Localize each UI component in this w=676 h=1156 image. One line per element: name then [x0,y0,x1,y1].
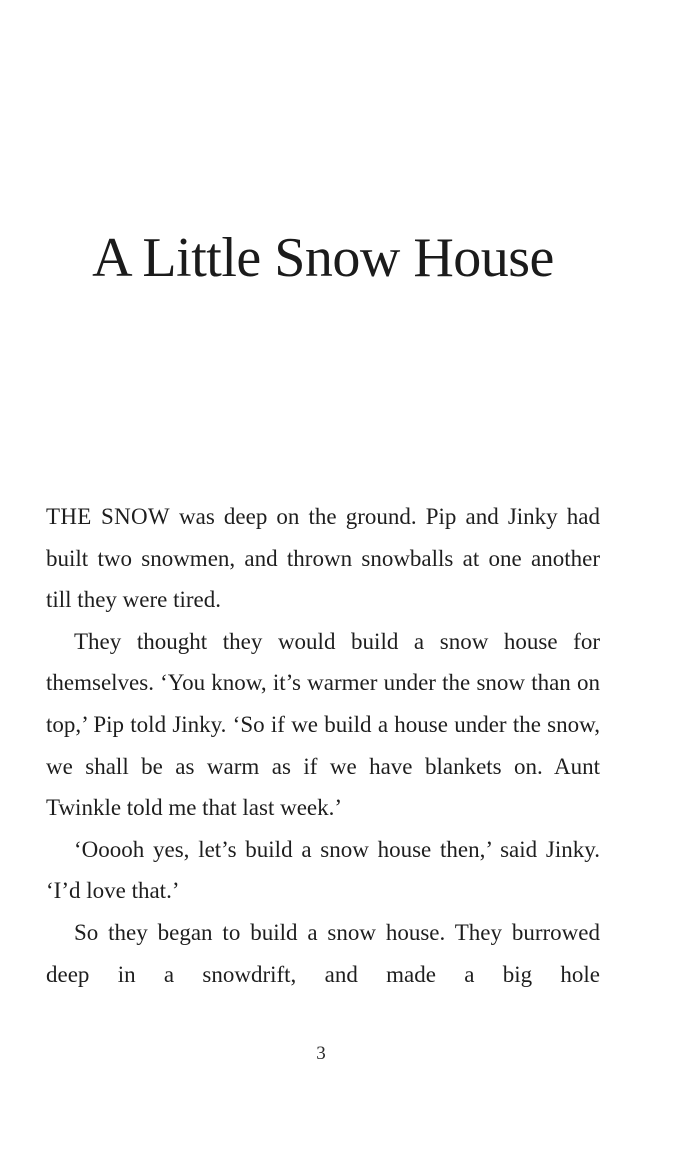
opening-words: THE SNOW [46,504,170,529]
paragraph-1-text: was deep on the ground. Pip and Jinky had built two snowmen, and thrown snowballs at one another till they were tired. [46,504,600,613]
paragraph-4: So they began to build a snow house. They burrowed deep in a snowdrift, and made a big hole [46,919,600,987]
body-text [46,496,600,995]
paragraph-1 [46,496,600,621]
chapter-title: A Little Snow House [92,227,554,289]
page-number: 3 [316,1043,326,1064]
paragraph-3: ‘Ooooh yes, let’s build a snow house then,’ said Jinky. ‘I’d love that.’ [46,836,600,904]
paragraph-2: They thought they would build a snow house for themselves. ‘You know, it’s warmer under the snow than on top,’ Pip told Jinky. ‘So if we build a house under the snow, we shall be as warm as if we have blankets on. Aunt Twinkle told me that last week.’ [46,628,600,821]
